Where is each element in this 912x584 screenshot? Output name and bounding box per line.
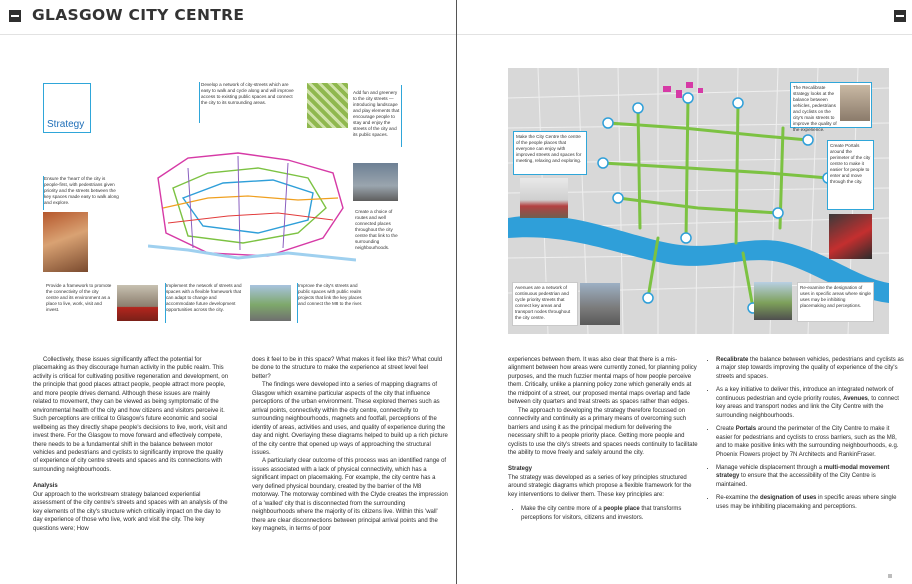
portal-photo <box>829 214 872 259</box>
caption-avenues: Avenues are a network of continuous pedestrian and cycle priority streets that connect key areas and transport nodes throughout the city centre. <box>515 285 571 320</box>
city-network-diagram <box>148 138 356 268</box>
caption-box-avenues <box>512 282 578 326</box>
caption-recalibrate: The Recalibrate strategy looks at the balance between vehicles, pedestrians and cyclists on the city's main streets to improve the quality of the experience. <box>793 85 837 132</box>
caption-flexible: Implement the network of streets and spaces with a flexible framework that can adapt to change and accommodate future development opportunities across the city. <box>166 283 242 312</box>
caption-rule-bottom-right <box>297 283 298 323</box>
paragraph: does it feel to be in this space? What makes it feel like this? What could be done to the structure to make the experience at street level feel better? <box>252 357 443 380</box>
paragraph: The approach to developing the strategy therefore focussed on connectivity and continuity as a primary means of overcoming such barriers and using it as the principal medium for delivering the necessary shift to a people priority place. Getting more people and cyclists to use the city's streets and spaces needs continuity to facilitate the ability to move freely and safely around the city. <box>508 407 698 456</box>
paragraph: Our approach to the workstream strategy balanced experiential assessment of the city centre's streets and spaces with an analysis of the key elements of the city's structure which critically impact on the day to day experience of those who live, work and visit the city. The key questions were; How <box>33 491 228 532</box>
left-body-column-2 <box>252 356 448 534</box>
left-body-column-1 <box>33 356 229 533</box>
list-item: • Make the city centre more of a people place that transforms perceptions for visitors, citizens and investors. <box>521 505 698 522</box>
caption-rule <box>199 82 200 123</box>
paragraph: experiences between them. It was also clear that there is a mis-alignment between how areas were currently zoned, for planning policy purposes, and the much fuzzier mental maps of how people perceive them. Critically, unlike a planning policy zone which generally ends at the midpoint of a street, our proposed mental maps overlap and fade between city quarters and treat streets as spaces rather than edges. <box>508 357 697 406</box>
paragraph: Collectively, these issues significantly affect the potential for placemaking as they discourage human activity in the public realm. This activity is critical for cultivating positive regeneration and development, on the principle that good places attract people, people attract more people, and more people drives demand. Although these issues are mainly related to movement, they can be viewed as being symptomatic of the environmental health of the city and how citizens and visitors perceive it. Such perceptions are critical to Glasgow's future economic and social wellbeing as they directly shape people's decisions to live, work, visit and invest there. For the Glasgow to move forward and effectively compete, there needs to be a fundamental shift in the balance between motor vehicles and pedestrians and cyclists to significantly improve the quality of experience of city centre streets and spaces and its connections with surrounding neighbourhoods. <box>33 357 229 473</box>
caption-city-streets: Develop a network of city-streets which are easy to walk and cycle along and will improve access to existing public spaces and connect the city to its surrounding areas. <box>201 82 294 105</box>
caption-rule-right <box>401 85 402 147</box>
caption-public-realm: Improve the city's streets and public spaces with public realm projects that link the key places and connect the M8 to the river. <box>298 283 363 306</box>
construction-photo <box>43 212 88 272</box>
right-page <box>457 0 912 584</box>
paragraph: The strategy was developed as a series of key principles structured around strategic diagrams which propose a flexible framework for the key interventions to deliver them. These key principles are: <box>508 474 692 498</box>
chapter-marker-icon <box>894 10 906 22</box>
strategy-label-box <box>43 83 91 133</box>
left-header <box>0 0 456 35</box>
list-item: • Manage vehicle displacement through a multi-modal movement strategy to ensure that the accessibility of the City Centre is maintained. <box>716 464 904 489</box>
caption-greenery: Add fun and greenery to the city streets — introducing landscape and play elements that encourage people to stay and enjoy the streets of the city and its public spaces. <box>353 90 400 137</box>
paragraph: The findings were developed into a series of mapping diagrams of Glasgow which examine particular aspects of the city that influence perceptions of the urban environment. These explored themes such as arrival points, connectivity within the city centre, connectivity to surrounding neighbourhoods, magnets and footfall, perceptions of the identity of areas, activities and uses, and quality of experience during the day and night. Overlaying these diagrams helped to build up a rich picture of the city centre that opened up ways of approaching the structural issues. <box>252 382 448 456</box>
caption-people-first: Ensure the 'heart' of the city is people-first, with pedestrians given priority and the streets between the key spaces made easy to walk along and explore. <box>44 176 119 205</box>
caption-rule-left <box>43 176 44 210</box>
list-item: • Re-examine the designation of uses in specific areas where single uses may be inhibiting placemaking and perceptions. <box>716 494 904 511</box>
section-heading-strategy: Strategy <box>508 466 533 473</box>
list-item: • As a key initiative to deliver this, introduce an integrated network of continuous pedestrian and cycle priority routes, Avenues, to connect key areas and transport nodes and link the City Centre with the surrounding neighbourhoods. <box>716 386 904 420</box>
list-item: • Create Portals around the perimeter of the City Centre to make it easier for pedestrians and cyclists to cross barriers, such as the M8, and to make positive links with the surrounding neighbourhoods, e.g. Phoenix Flowers project by 7N Architects and RankinFraser. <box>716 425 904 459</box>
caption-people-places: Make the City Centre the centre of the people places that everyone can enjoy with improved streets and spaces for meeting, relaxing and exploring. <box>516 134 582 163</box>
page-title: GLASGOW CITY CENTRE <box>32 6 245 24</box>
caption-routes: Create a choice of routes and well connected places throughout the city centre that link to the surrounding neighbourhoods. <box>355 209 398 250</box>
avenue-photo <box>580 283 620 325</box>
list-item: • Recalibrate the balance between vehicles, pedestrians and cyclists as a major step towards improving the quality of experience of the city's streets and spaces. <box>716 356 904 381</box>
right-body-column-2 <box>704 356 904 516</box>
caption-box-recalibrate <box>790 82 872 132</box>
caption-box-portals <box>827 140 874 210</box>
street-photo <box>353 163 398 201</box>
caption-box-designation <box>797 282 874 322</box>
designation-photo <box>754 282 792 320</box>
caption-rule-bottom <box>165 283 166 323</box>
principles-list <box>508 505 698 522</box>
green-avenue-photo <box>250 285 291 321</box>
caption-portals: Create Portals around the perimeter of the city centre to make it easier for people to enter and move through the city. <box>830 143 871 184</box>
recalibrate-photo <box>840 85 870 121</box>
right-body-column-1 <box>508 356 698 527</box>
bus-street-photo <box>117 285 158 321</box>
chapter-marker-icon <box>9 10 21 22</box>
caption-framework: Provide a framework to promote the connectivity of the city centre and its environment as a place to live, work, visit and invest. <box>46 283 112 312</box>
page-number-marker <box>888 574 892 578</box>
section-heading-analysis: Analysis <box>33 483 58 490</box>
caption-designation: Re-examine the designation of uses in specific areas where single uses may be inhibiting placemaking and perceptions. <box>800 285 871 308</box>
people-photo <box>520 178 568 218</box>
caption-box-people-places <box>513 131 587 175</box>
green-squares-photo <box>307 83 348 128</box>
strategy-label: Strategy <box>47 119 85 130</box>
paragraph: A particularly clear outcome of this process was an identified range of issues associated with a lack of physical connectivity, which has a significant impact on placemaking. For example, the city centre has a very defined physical boundary, created by the barrier of the M8 motorway. The motorway combined with the Clyde creates the impression of a 'walled' city that is disconnected from the surrounding neighbourhoods where the majority of its citizens live. Within this 'wall' there are clear disconnections between principal arrival points and the key magnets, in terms of poor <box>252 458 448 533</box>
right-header <box>457 0 912 35</box>
principles-list-continued <box>704 356 904 511</box>
